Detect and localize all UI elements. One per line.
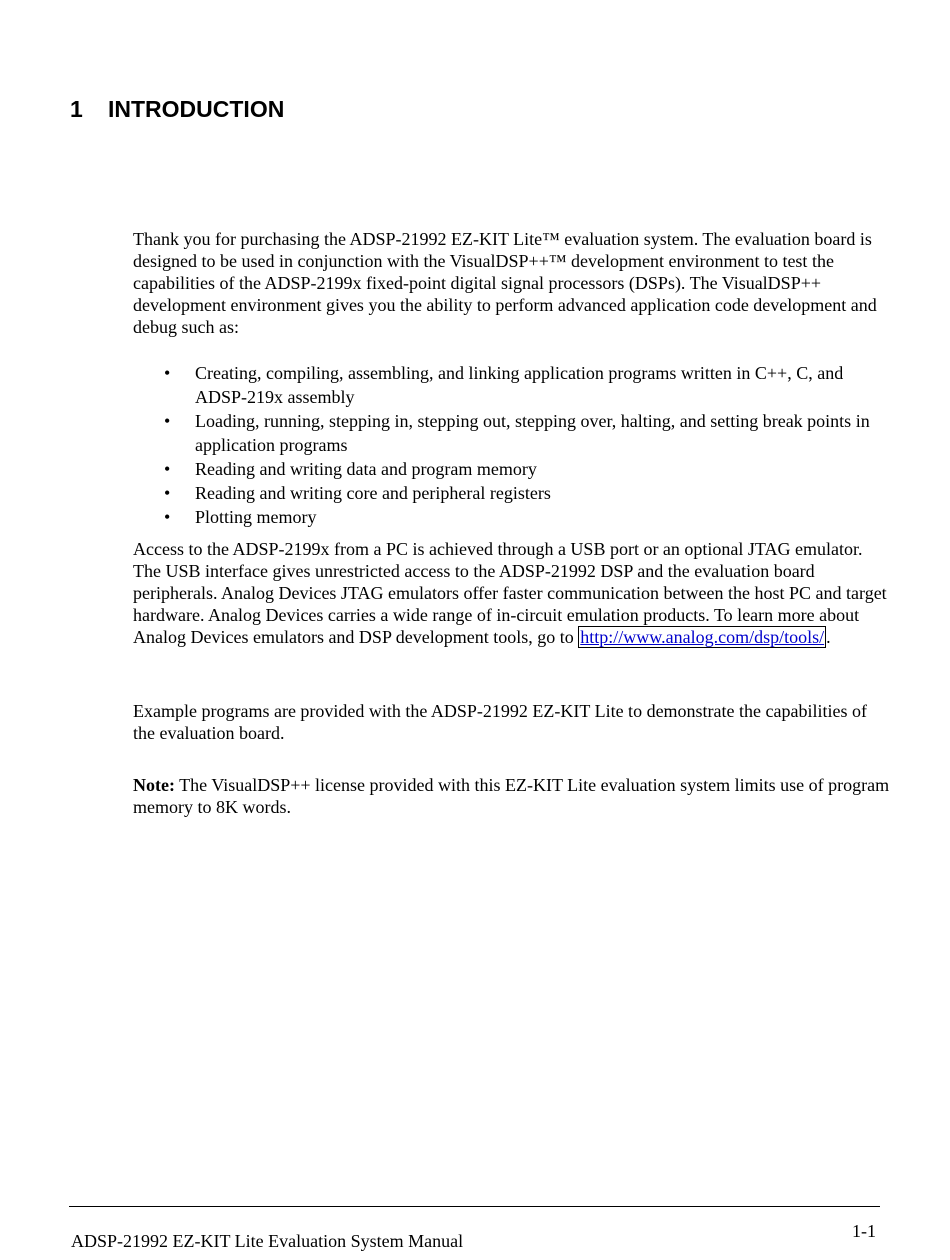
note-paragraph bbox=[133, 774, 893, 818]
list-item bbox=[133, 361, 893, 409]
access-paragraph bbox=[133, 538, 893, 648]
list-item bbox=[133, 457, 893, 481]
note-body: The VisualDSP++ license provided with this EZ-KIT Lite evaluation system limits use of program memory to 8K words. bbox=[133, 775, 890, 817]
chapter-number: 1 bbox=[70, 96, 83, 122]
intro-text: Thank you for purchasing the ADSP-21992 EZ-KIT Lite™ evaluation system. The evaluation board is designed to be used in conjunction with the VisualDSP++™ development environment to test the capabilities of the ADSP-2199x fixed-point digital signal processors (DSPs). The VisualDSP++ development environment gives you the ability to perform advanced application code development and debug such as: bbox=[133, 229, 877, 337]
access-text-body: Access to the ADSP-2199x from a PC is achieved through a USB port or an optional JTAG emulator. The USB interface gives unrestricted access to the ADSP-21992 DSP and the evaluation board peripherals. Analog Devices JTAG emulators offer faster communication between the host PC and target hardware. Analog Devices carries a wide range of in-circuit emulation products. To learn more about Analog Devices emulators and DSP development tools, go to bbox=[133, 539, 887, 647]
examples-text: Example programs are provided with the ADSP-21992 EZ-KIT Lite to demonstrate the capabilities of the evaluation board. bbox=[133, 701, 867, 743]
chapter-title: INTRODUCTION bbox=[108, 96, 285, 122]
bullet-icon: • bbox=[164, 459, 171, 479]
page-number: 1-1 bbox=[852, 1221, 876, 1241]
list-item bbox=[133, 481, 893, 505]
access-text-end: . bbox=[826, 627, 831, 647]
bullet-icon: • bbox=[164, 483, 171, 503]
bullet-icon: • bbox=[164, 363, 171, 383]
bullet-icon: • bbox=[164, 411, 171, 431]
list-item-text: Plotting memory bbox=[195, 507, 317, 527]
list-item bbox=[133, 505, 893, 529]
note-text bbox=[133, 774, 893, 818]
list-item bbox=[133, 409, 893, 457]
feature-list bbox=[133, 361, 893, 529]
examples-paragraph bbox=[133, 700, 893, 744]
tools-link[interactable]: http://www.analog.com/dsp/tools/ bbox=[580, 627, 825, 647]
list-item-text: Creating, compiling, assembling, and linking application programs written in C++, C, and ADSP-219x assembly bbox=[195, 363, 844, 407]
footer-title: ADSP-21992 EZ-KIT Lite Evaluation System Manual bbox=[71, 1231, 464, 1251]
chapter-heading bbox=[70, 94, 284, 124]
list-item-text: Loading, running, stepping in, stepping out, stepping over, halting, and setting break points in application programs bbox=[195, 411, 870, 455]
list-item-text: Reading and writing data and program memory bbox=[195, 459, 537, 479]
footer-divider bbox=[69, 1206, 880, 1207]
intro-paragraph bbox=[133, 228, 893, 338]
bullet-icon: • bbox=[164, 507, 171, 527]
list-item-text: Reading and writing core and peripheral registers bbox=[195, 483, 551, 503]
note-label: Note: bbox=[133, 775, 175, 795]
access-text bbox=[133, 538, 893, 648]
